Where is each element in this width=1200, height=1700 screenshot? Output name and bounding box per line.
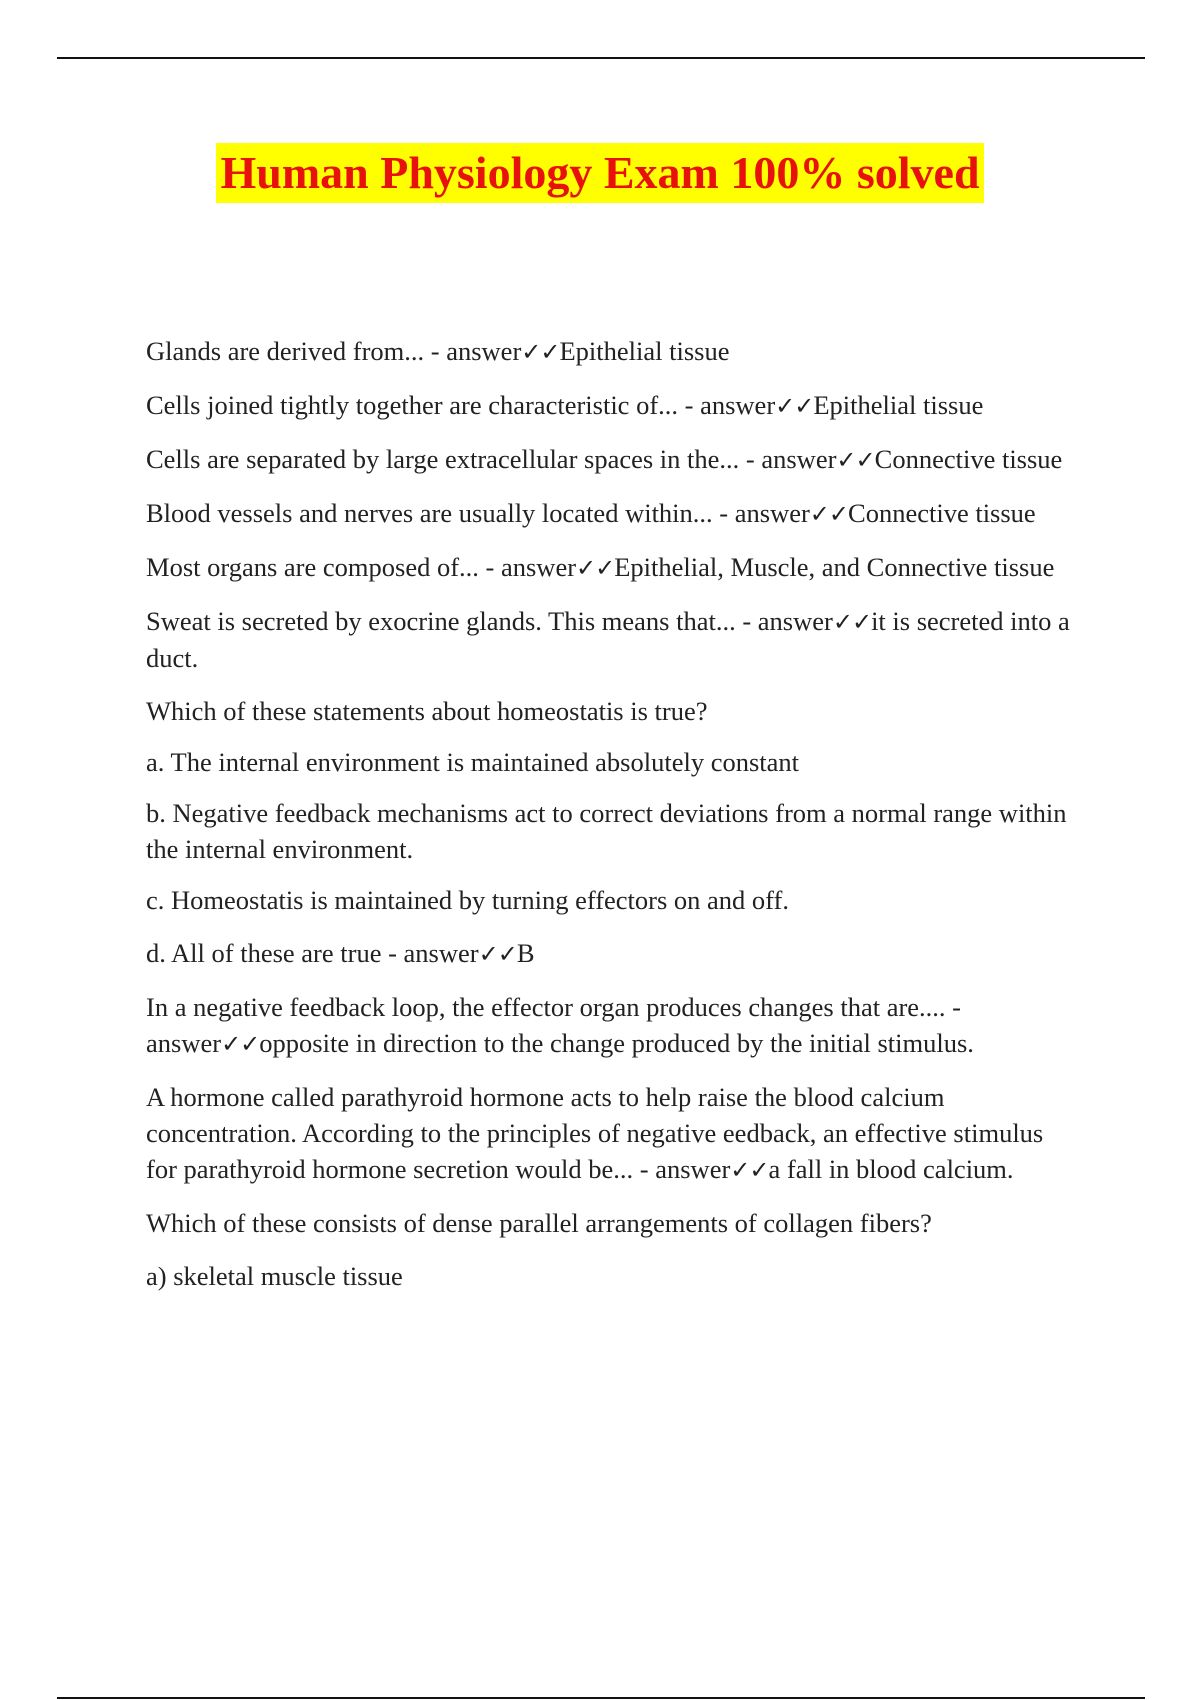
- option-line: [146, 744, 1076, 780]
- qa-item: [146, 549, 1076, 586]
- qa-item: [146, 387, 1076, 424]
- double-check-icon: ✓✓: [836, 446, 875, 474]
- answer-text: it is secreted into a duct.: [146, 606, 1070, 673]
- question-text: Which of these consists of dense parallel arrangements of collagen fibers?: [146, 1208, 932, 1238]
- question-text: Which of these statements about homeostatis is true?: [146, 696, 708, 726]
- question-line: [146, 1205, 1076, 1241]
- answer-text: Epithelial tissue: [559, 336, 730, 366]
- qa-item: [146, 495, 1076, 532]
- double-check-icon: ✓✓: [809, 500, 849, 528]
- answer-text: Epithelial, Muscle, and Connective tissue: [614, 552, 1055, 582]
- header-rule: [57, 57, 1145, 59]
- qa-item: [146, 603, 1076, 676]
- double-check-icon: ✓✓: [576, 554, 615, 582]
- double-check-icon: ✓✓: [730, 1156, 769, 1184]
- page-title: Human Physiology Exam 100% solved: [216, 143, 983, 203]
- double-check-icon: ✓✓: [832, 608, 872, 636]
- question-text: Cells are separated by large extracellular spaces in the... - answer: [146, 444, 837, 474]
- qa-item: [146, 935, 1076, 972]
- answer-text: Connective tissue: [848, 498, 1036, 528]
- option-line: [146, 795, 1076, 867]
- option-text: a) skeletal muscle tissue: [146, 1261, 403, 1291]
- qa-item: [146, 989, 1076, 1062]
- answer-text: opposite in direction to the change produced by the initial stimulus.: [259, 1028, 974, 1058]
- double-check-icon: ✓✓: [775, 392, 814, 420]
- question-line: [146, 693, 1076, 729]
- question-text: Sweat is secreted by exocrine glands. This means that... - answer: [146, 606, 833, 636]
- question-text: A hormone called parathyroid hormone acts to help raise the blood calcium concentration. According to the principles of negative eedback, an effective stimulus for parathyroid hormone secretion would be... - answer: [146, 1082, 1044, 1184]
- option-text: a. The internal environment is maintained absolutely constant: [146, 747, 800, 777]
- option-text: c. Homeostatis is maintained by turning effectors on and off.: [146, 885, 789, 915]
- qa-item: [146, 1079, 1076, 1188]
- answer-text: B: [516, 938, 535, 968]
- option-line: [146, 882, 1076, 918]
- title-block: [0, 143, 1200, 203]
- answer-text: a fall in blood calcium.: [768, 1154, 1014, 1184]
- answer-text: Connective tissue: [874, 444, 1063, 474]
- option-line: [146, 1258, 1076, 1294]
- double-check-icon: ✓✓: [478, 940, 517, 968]
- question-text: d. All of these are true - answer: [146, 938, 479, 968]
- question-text: In a negative feedback loop, the effector organ produces changes that are.... - answer: [146, 992, 962, 1058]
- double-check-icon: ✓✓: [521, 338, 560, 366]
- question-text: Most organs are composed of... - answer: [146, 552, 577, 582]
- answer-text: Epithelial tissue: [813, 390, 984, 420]
- qa-list: [146, 333, 1076, 1311]
- qa-item: [146, 333, 1076, 370]
- option-text: b. Negative feedback mechanisms act to correct deviations from a normal range within the internal environment.: [146, 798, 1067, 864]
- question-text: Cells joined tightly together are characteristic of... - answer: [146, 390, 776, 420]
- qa-item: [146, 441, 1076, 478]
- question-text: Glands are derived from... - answer: [146, 336, 522, 366]
- question-text: Blood vessels and nerves are usually located within... - answer: [146, 498, 810, 528]
- footer-rule: [57, 1697, 1145, 1699]
- double-check-icon: ✓✓: [221, 1030, 260, 1058]
